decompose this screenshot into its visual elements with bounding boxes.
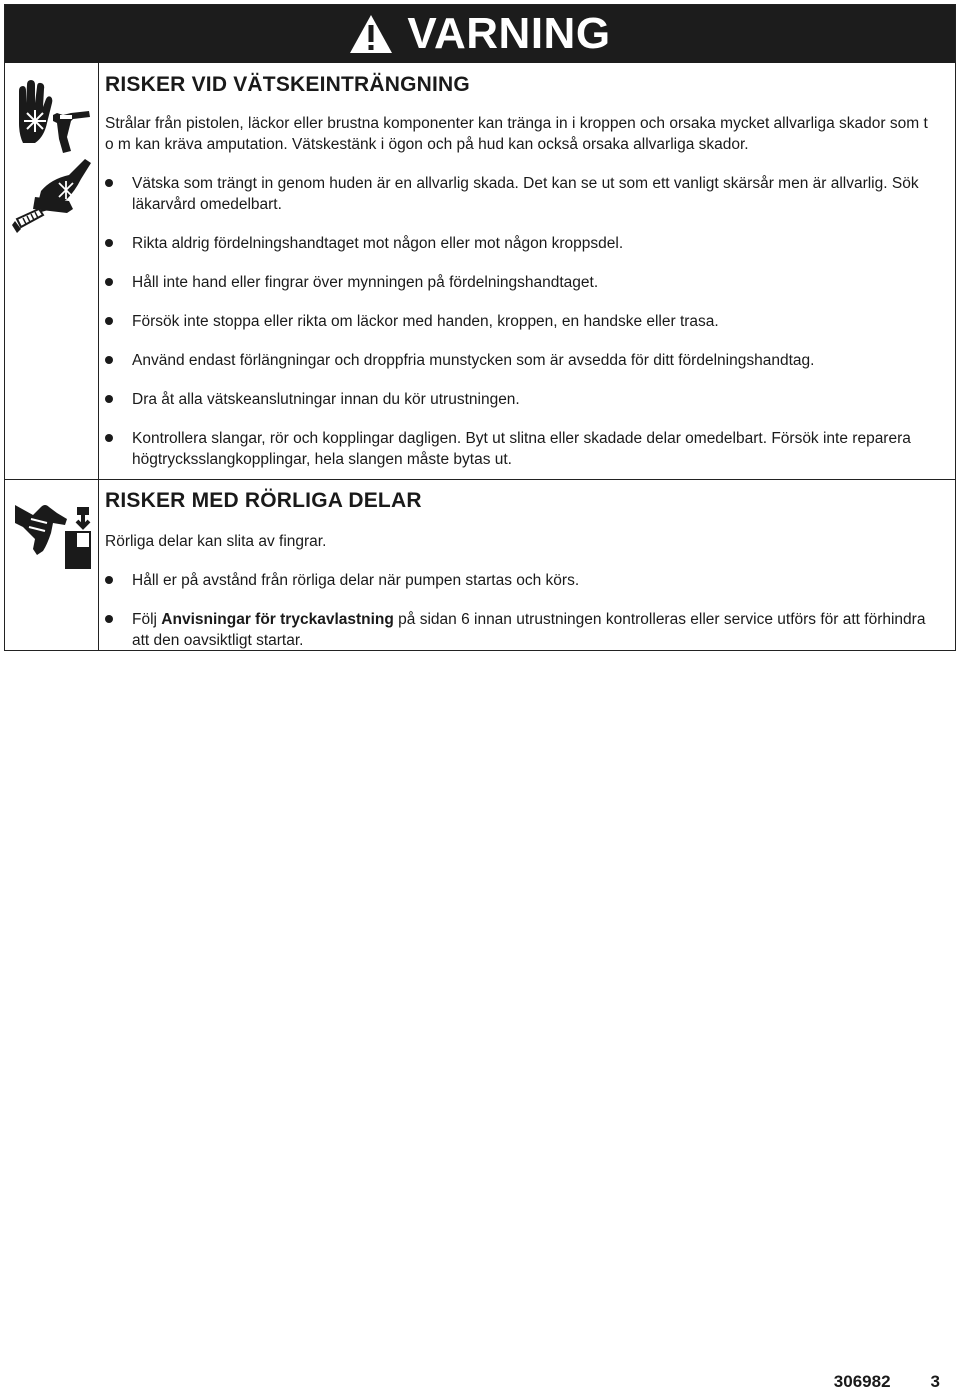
warning-triangle-icon [349,14,393,54]
section-divider [5,479,955,480]
moving-parts-list [105,570,935,651]
hand-fluid-injection-icon [11,157,95,245]
list-item: Vätska som trängt in genom huden är en allvarlig skada. Det kan se ut som ett vanligt skärsår men är allvarlig. Sök läkarvård omedelbart. [105,173,935,215]
icon-column [5,63,99,650]
moving-parts-section [105,489,935,651]
injection-hazard-intro: Strålar från pistolen, läckor eller brustna komponenter kan tränga in i kroppen och orsaka mycket allvarliga skador som t o m kan kräva amputation. Vätskestänk i ögon och på hud kan också orsaka allvarliga skador. [105,115,928,153]
injection-hazard-title: RISKER VID VÄTSKEINTRÄNGNING [105,73,470,96]
list-item: Kontrollera slangar, rör och kopplingar dagligen. Byt ut slitna eller skadade delar omedelbart. Försök inte reparera högtrycksslangkopplingar, hela slangen måste bytas ut. [105,428,935,470]
list-item: Använd endast förlängningar och droppfria munstycken som är avsedda för ditt fördelningshandtag. [105,350,935,371]
list-item: Dra åt alla vätskeanslutningar innan du kör utrustningen. [105,389,935,410]
page-number: 3 [930,1372,940,1391]
page-footer [834,1372,940,1392]
list-item: Håll inte hand eller fingrar över mynningen på fördelningshandtaget. [105,272,935,293]
hand-spray-gun-injection-icon [13,77,93,155]
list-item: Försök inte stoppa eller rikta om läckor med handen, kroppen, en handske eller trasa. [105,311,935,332]
warning-header [5,5,955,63]
list-item: Håll er på avstånd från rörliga delar när pumpen startas och körs. [105,570,935,591]
moving-parts-intro: Rörliga delar kan slita av fingrar. [105,533,327,550]
pressure-relief-reference: Anvisningar för tryckavlastning [161,611,394,628]
moving-parts-title: RISKER MED RÖRLIGA DELAR [105,489,422,512]
injection-hazard-section [105,73,935,470]
list-item-text: på sidan 6 innan utrustningen kontrolleras eller service utförs för att förhindra att den oavsiktligt startar. [132,611,926,649]
list-item [105,609,935,651]
moving-parts-hand-icon [13,493,93,573]
warning-box [4,4,956,651]
list-item-text: Följ [132,611,162,628]
document-number: 306982 [833,1372,891,1391]
list-item: Rikta aldrig fördelningshandtaget mot någon eller mot någon kroppsdel. [105,233,935,254]
injection-hazard-list [105,173,935,470]
warning-title: VARNING [407,9,611,58]
